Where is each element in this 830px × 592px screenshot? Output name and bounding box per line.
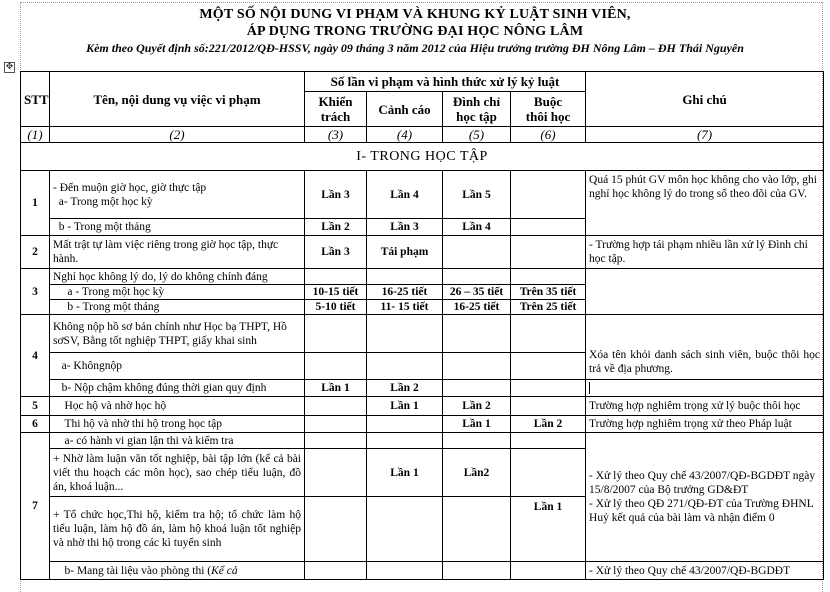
row-7b-note: - Xử lý theo Quy chế 43/2007/QĐ-BGDĐT xyxy=(586,562,824,580)
row-7a1-warning: Lần 1 xyxy=(367,449,443,497)
document-subtitle: Kèm theo Quyết định số:221/2012/QĐ-HSSV, ngày 09 tháng 3 năm 2012 của Hiệu trưởng trường ĐH Nông Lâm – ĐH Thái Nguyên xyxy=(86,41,744,55)
row-3a-expulsion: Trên 35 tiết xyxy=(511,285,586,300)
row-3b-suspension: 16-25 tiết xyxy=(443,300,511,315)
row-1b-text: b - Trong một tháng xyxy=(50,219,305,236)
header-penalty-group: Số lần vi phạm và hình thức xử lý kỷ luật xyxy=(305,72,586,92)
row-6-expulsion: Lần 2 xyxy=(511,416,586,433)
row-2-text: Mất trật tự làm việc riêng trong giờ học tập, thực hành. xyxy=(50,236,305,269)
row-1a-suspension: Lần 5 xyxy=(443,171,511,219)
row-7a1-text: + Nhờ làm luận văn tốt nghiệp, bài tập lớn (kể cả bài viết thu hoạch các môn học), sao chép tiểu luận, đồ án, khoá luận... xyxy=(50,449,305,497)
row-2-warning: Tái phạm xyxy=(367,236,443,269)
row-2-reprimand: Lần 3 xyxy=(305,236,367,269)
text-cursor xyxy=(589,382,590,394)
section-title: I- TRONG HỌC TẬP xyxy=(21,143,824,171)
row-4b-reprimand: Lần 1 xyxy=(305,380,367,397)
row-3b-text: b - Trong một tháng xyxy=(50,300,305,315)
page-margin-top xyxy=(20,2,822,3)
row-5-note: Trường hợp nghiêm trọng xử lý buộc thôi học xyxy=(586,397,824,416)
row-1a-text: - Đến muộn giờ học, giờ thực tập a- Trong một học kỳ xyxy=(50,171,305,219)
row-2-stt: 2 xyxy=(21,236,50,269)
row-3b-expulsion: Trên 25 tiết xyxy=(511,300,586,315)
header-expulsion: Buộc thôi học xyxy=(511,92,586,127)
row-7-stt: 7 xyxy=(21,433,50,580)
row-1-note: Quá 15 phút GV môn học không cho vào lớp, ghi nghỉ học không lý do trong sổ theo dõi của GV. xyxy=(586,171,824,236)
row-7a1-suspension: Lần2 xyxy=(443,449,511,497)
col-number: (4) xyxy=(367,127,443,143)
row-4b-warning: Lần 2 xyxy=(367,380,443,397)
row-1a-warning: Lần 4 xyxy=(367,171,443,219)
row-4-head: Không nộp hồ sơ bản chính như Học bạ THPT, Hồ sơSV, Bằng tốt nghiệp THPT, giấy khai sinh xyxy=(50,315,305,353)
header-note: Ghi chú xyxy=(586,72,824,127)
col-number: (5) xyxy=(443,127,511,143)
header-suspension: Đình chỉ học tập xyxy=(443,92,511,127)
col-number: (7) xyxy=(586,127,824,143)
row-3a-suspension: 26 – 35 tiết xyxy=(443,285,511,300)
header-content: Tên, nội dung vụ việc vi phạm xyxy=(50,72,305,127)
row-7a2-text: + Tổ chức học,Thi hộ, kiểm tra hộ; tổ chức làm hộ tiểu luận, làm hộ đồ án, làm hộ khoá luận tốt nghiệp và nhờ thi hộ trong các kì tuyển sinh xyxy=(50,497,305,562)
row-3a-warning: 16-25 tiết xyxy=(367,285,443,300)
row-5-suspension: Lần 2 xyxy=(443,397,511,416)
row-3a-text: a - Trong một học kỳ xyxy=(50,285,305,300)
col-number: (2) xyxy=(50,127,305,143)
row-4b-text: b- Nộp chậm không đúng thời gian quy định xyxy=(50,380,305,397)
row-7a2-expulsion: Lần 1 xyxy=(511,497,586,562)
text-cursor-cell[interactable] xyxy=(586,380,824,397)
header-stt: STT xyxy=(21,72,50,127)
row-7a-head: a- có hành vi gian lận thi và kiểm tra xyxy=(50,433,305,449)
col-number: (6) xyxy=(511,127,586,143)
row-2-note: - Trường hợp tái phạm nhiều lần xử lý Đình chỉ học tập. xyxy=(586,236,824,269)
row-6-suspension: Lần 1 xyxy=(443,416,511,433)
row-3a-reprimand: 10-15 tiết xyxy=(305,285,367,300)
violation-table xyxy=(20,71,824,580)
row-5-stt: 5 xyxy=(21,397,50,416)
row-7-note: - Xử lý theo Quy chế 43/2007/QĐ-BGDĐT ngày 15/8/2007 của Bộ trưởng GD&ĐT - Xử lý theo QĐ 271/QĐ-ĐT của Trường ĐHNL Huỷ kết quả của bài làm và nhận điểm 0 xyxy=(586,433,824,562)
row-4-note: Xóa tên khỏi danh sách sinh viên, buộc thôi học trả về địa phương. xyxy=(586,315,824,380)
col-number: (3) xyxy=(305,127,367,143)
row-6-note: Trường hợp nghiêm trọng xử theo Pháp luật xyxy=(586,416,824,433)
row-5-warning: Lần 1 xyxy=(367,397,443,416)
row-1a-reprimand: Lần 3 xyxy=(305,171,367,219)
row-1-stt: 1 xyxy=(21,171,50,236)
document-title-line2: ÁP DỤNG TRONG TRƯỜNG ĐẠI HỌC NÔNG LÂM xyxy=(246,24,584,39)
document-title-line1: MỘT SỐ NỘI DUNG VI PHẠM VÀ KHUNG KỶ LUẬT SINH VIÊN, xyxy=(199,7,631,22)
header-reprimand: Khiển trách xyxy=(305,92,367,127)
row-5-text: Học hộ và nhờ học hộ xyxy=(50,397,305,416)
row-4a-text: a- Khôngnộp xyxy=(50,353,305,380)
col-number: (1) xyxy=(21,127,50,143)
row-1b-warning: Lần 3 xyxy=(367,219,443,236)
row-6-stt: 6 xyxy=(21,416,50,433)
row-3b-warning: 11- 15 tiết xyxy=(367,300,443,315)
row-6-text: Thi hộ và nhờ thi hộ trong học tập xyxy=(50,416,305,433)
row-3-stt: 3 xyxy=(21,269,50,315)
row-1b-suspension: Lần 4 xyxy=(443,219,511,236)
row-7b-text: b- Mang tài liệu vào phòng thi (Kể cả xyxy=(50,562,305,580)
header-warning: Cảnh cáo xyxy=(367,92,443,127)
row-3b-reprimand: 5-10 tiết xyxy=(305,300,367,315)
row-4-stt: 4 xyxy=(21,315,50,397)
row-1b-reprimand: Lần 2 xyxy=(305,219,367,236)
row-3-head: Nghỉ học không lý do, lý do không chính đáng xyxy=(50,269,305,285)
table-move-handle-icon[interactable]: ✥ xyxy=(5,62,14,72)
